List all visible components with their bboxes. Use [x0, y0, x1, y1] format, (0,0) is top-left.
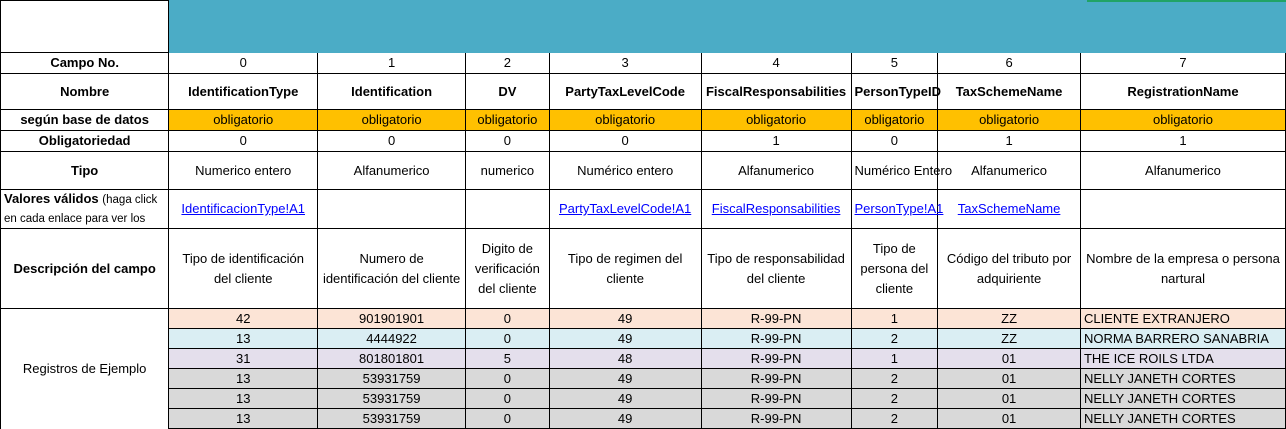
descripcion-cell[interactable]: Nombre de la empresa o persona nartural — [1080, 229, 1285, 309]
example-cell[interactable]: R-99-PN — [701, 349, 851, 369]
example-cell[interactable]: R-99-PN — [701, 409, 851, 429]
example-cell[interactable]: R-99-PN — [701, 309, 851, 329]
nombre-cell[interactable]: PersonTypeID — [851, 74, 938, 110]
valores-row — [1, 190, 1286, 229]
example-cell[interactable]: 49 — [549, 409, 701, 429]
valores-cell[interactable] — [701, 190, 851, 229]
example-cell[interactable]: 2 — [851, 369, 938, 389]
example-cell[interactable]: 01 — [938, 409, 1081, 429]
example-cell[interactable]: 53931759 — [318, 369, 466, 389]
tipo-cell[interactable]: Alfanumerico — [1080, 152, 1285, 190]
nombre-cell[interactable]: PartyTaxLevelCode — [549, 74, 701, 110]
descripcion-label[interactable]: Descripción del campo — [1, 229, 169, 309]
valores-link[interactable]: PartyTaxLevelCode!A1 — [559, 201, 692, 216]
example-cell[interactable]: 13 — [169, 389, 318, 409]
example-cell[interactable]: 1 — [851, 349, 938, 369]
example-row — [1, 369, 1286, 389]
example-cell[interactable]: 48 — [549, 349, 701, 369]
obligatorio-cell[interactable]: obligatorio — [701, 110, 851, 131]
obligatoriedad-cell[interactable]: 1 — [1080, 131, 1285, 152]
obligatoriedad-cell[interactable]: 0 — [169, 131, 318, 152]
campo-label[interactable]: Campo No. — [1, 53, 169, 74]
descripcion-row — [1, 229, 1286, 309]
valores-cell[interactable] — [466, 190, 550, 229]
segun-label[interactable]: según base de datos — [1, 110, 169, 131]
nombre-label[interactable]: Nombre — [1, 74, 169, 110]
example-cell[interactable]: 49 — [549, 329, 701, 349]
tipo-cell[interactable]: Numerico entero — [169, 152, 318, 190]
valores-link[interactable]: PersonType!A1 — [854, 201, 944, 216]
descripcion-cell[interactable]: Código del tributo por adquiriente — [938, 229, 1081, 309]
example-cell[interactable]: 2 — [851, 389, 938, 409]
campo-cell[interactable]: 1 — [318, 53, 466, 74]
valores-link[interactable]: TaxSchemeName — [957, 201, 1061, 216]
campo-cell[interactable]: 7 — [1080, 53, 1285, 74]
example-row — [1, 389, 1286, 409]
example-cell[interactable]: 01 — [938, 349, 1081, 369]
example-cell[interactable]: THE ICE ROILS LTDA — [1080, 349, 1285, 369]
tipo-cell[interactable]: Numérico entero — [549, 152, 701, 190]
nombre-cell[interactable]: TaxSchemeName — [938, 74, 1081, 110]
header-band-row — [1, 1, 1286, 53]
example-cell[interactable]: 901901901 — [318, 309, 466, 329]
valores-cell[interactable] — [549, 190, 701, 229]
valores-label[interactable] — [1, 190, 169, 229]
example-cell[interactable]: 1 — [851, 309, 938, 329]
example-cell[interactable]: 13 — [169, 329, 318, 349]
valores-cell[interactable] — [1080, 190, 1285, 229]
example-cell[interactable]: NELLY JANETH CORTES — [1080, 369, 1285, 389]
example-cell[interactable]: 0 — [466, 309, 550, 329]
obligatorio-cell[interactable]: obligatorio — [1080, 110, 1285, 131]
nombre-cell[interactable]: IdentificationType — [169, 74, 318, 110]
valores-link[interactable]: IdentificacionType!A1 — [181, 201, 305, 216]
tipo-cell[interactable]: Alfanumerico — [318, 152, 466, 190]
descripcion-cell[interactable]: Numero de identificación del cliente — [318, 229, 466, 309]
example-cell[interactable]: NELLY JANETH CORTES — [1080, 409, 1285, 429]
descripcion-cell[interactable]: Tipo de responsabilidad del cliente — [701, 229, 851, 309]
example-cell[interactable]: 49 — [549, 389, 701, 409]
example-row — [1, 349, 1286, 369]
example-cell[interactable]: 4444922 — [318, 329, 466, 349]
valores-cell[interactable] — [851, 190, 944, 229]
nombre-row — [1, 74, 1286, 110]
obligatorio-cell[interactable]: obligatorio — [938, 110, 1081, 131]
nombre-cell[interactable]: RegistrationName — [1080, 74, 1285, 110]
example-cell[interactable]: R-99-PN — [701, 369, 851, 389]
valores-label-line2: en cada enlace para ver los — [4, 213, 146, 225]
descripcion-cell[interactable]: Tipo de identificación del cliente — [169, 229, 318, 309]
example-cell[interactable]: 49 — [549, 309, 701, 329]
obligatoriedad-row — [1, 131, 1286, 152]
valores-link[interactable]: FiscalResponsabilities — [711, 201, 841, 216]
valores-cell[interactable] — [318, 190, 466, 229]
tipo-cell[interactable]: Alfanumerico — [701, 152, 851, 190]
example-cell[interactable]: 2 — [851, 329, 938, 349]
obligatorio-cell[interactable]: obligatorio — [851, 110, 938, 131]
campo-cell[interactable]: 2 — [466, 53, 550, 74]
campo-cell[interactable]: 5 — [851, 53, 938, 74]
example-cell[interactable]: CLIENTE EXTRANJERO — [1080, 309, 1285, 329]
obligatoriedad-cell[interactable]: 0 — [549, 131, 701, 152]
example-row — [1, 309, 1286, 329]
obligatoriedad-cell[interactable]: 0 — [318, 131, 466, 152]
campo-cell[interactable]: 6 — [938, 53, 1081, 74]
descripcion-cell[interactable]: Tipo de persona del cliente — [851, 229, 938, 309]
example-cell[interactable]: 801801801 — [318, 349, 466, 369]
obligatoriedad-cell[interactable]: 1 — [938, 131, 1081, 152]
corner-cell[interactable] — [1, 1, 169, 53]
example-cell[interactable]: 42 — [169, 309, 318, 329]
valores-label-text: Valores válidos — [4, 191, 99, 206]
obligatoriedad-cell[interactable]: 0 — [466, 131, 550, 152]
example-row — [1, 409, 1286, 429]
example-cell[interactable]: 0 — [466, 369, 550, 389]
campo-cell[interactable]: 4 — [701, 53, 851, 74]
example-cell[interactable]: 0 — [466, 329, 550, 349]
campo-cell[interactable]: 0 — [169, 53, 318, 74]
example-cell[interactable]: 53931759 — [318, 409, 466, 429]
nombre-cell[interactable]: DV — [466, 74, 550, 110]
example-cell[interactable]: 0 — [466, 409, 550, 429]
obligatoriedad-cell[interactable]: 1 — [701, 131, 851, 152]
campo-row — [1, 53, 1286, 74]
example-cell[interactable]: ZZ — [938, 309, 1081, 329]
obligatorio-cell[interactable]: obligatorio — [549, 110, 701, 131]
descripcion-cell[interactable]: Digito de verificación del cliente — [466, 229, 550, 309]
obligatorio-cell[interactable]: obligatorio — [318, 110, 466, 131]
campo-cell[interactable]: 3 — [549, 53, 701, 74]
example-cell[interactable]: NELLY JANETH CORTES — [1080, 389, 1285, 409]
descripcion-cell[interactable]: Tipo de regimen del cliente — [549, 229, 701, 309]
example-cell[interactable]: 53931759 — [318, 389, 466, 409]
example-cell[interactable]: R-99-PN — [701, 389, 851, 409]
example-cell[interactable]: 13 — [169, 409, 318, 429]
obligatorio-cell[interactable]: obligatorio — [169, 110, 318, 131]
example-cell[interactable]: 01 — [938, 369, 1081, 389]
example-cell[interactable]: 49 — [549, 369, 701, 389]
tipo-cell[interactable]: numerico — [466, 152, 550, 190]
obligatoriedad-label[interactable]: Obligatoriedad — [1, 131, 169, 152]
tipo-cell[interactable]: Numérico Entero — [851, 152, 938, 190]
obligatorio-cell[interactable]: obligatorio — [466, 110, 550, 131]
tipo-row — [1, 152, 1286, 190]
example-cell[interactable]: 31 — [169, 349, 318, 369]
example-cell[interactable]: 0 — [466, 389, 550, 409]
example-cell[interactable]: 2 — [851, 409, 938, 429]
example-row — [1, 329, 1286, 349]
example-cell[interactable]: NORMA BARRERO SANABRIA — [1080, 329, 1285, 349]
obligatoriedad-cell[interactable]: 0 — [851, 131, 938, 152]
ejemplos-label[interactable]: Registros de Ejemplo — [1, 309, 169, 429]
tipo-label[interactable]: Tipo — [1, 152, 169, 190]
example-cell[interactable]: R-99-PN — [701, 329, 851, 349]
example-cell[interactable]: ZZ — [938, 329, 1081, 349]
selection-accent — [1087, 0, 1286, 2]
segun-row — [1, 110, 1286, 131]
valores-cell[interactable] — [169, 190, 318, 229]
valores-label-note: (haga click — [102, 194, 158, 206]
tipo-cell[interactable]: Alfanumerico — [938, 152, 1081, 190]
header-band[interactable] — [169, 1, 1286, 53]
example-cell[interactable]: 13 — [169, 369, 318, 389]
nombre-cell[interactable]: FiscalResponsabilities — [701, 74, 851, 110]
example-cell[interactable]: 5 — [466, 349, 550, 369]
nombre-cell[interactable]: Identification — [318, 74, 466, 110]
valores-cell[interactable] — [938, 190, 1081, 229]
example-cell[interactable]: 01 — [938, 389, 1081, 409]
